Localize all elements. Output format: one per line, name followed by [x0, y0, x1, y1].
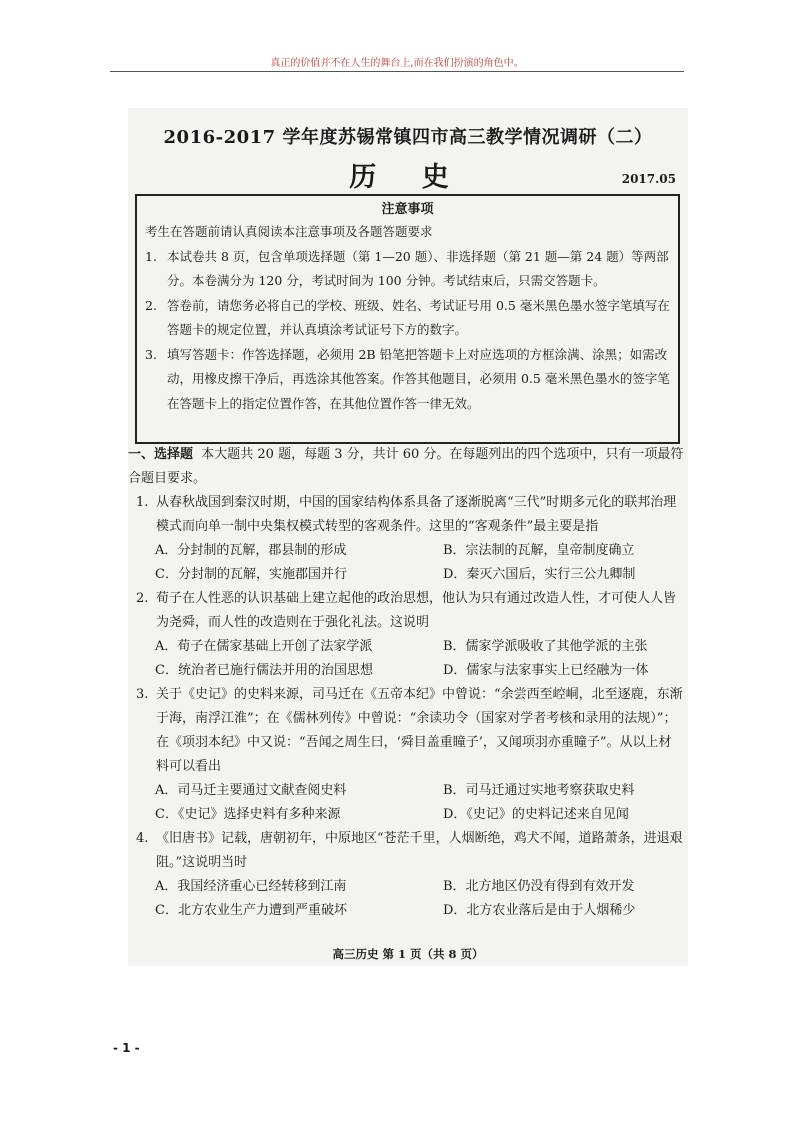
question-2	[128, 587, 684, 683]
question-number: 4.	[136, 831, 149, 846]
option-c: C．北方农业生产力遭到严重破坏	[155, 903, 347, 918]
question-3	[128, 683, 684, 827]
question-number: 1.	[136, 495, 149, 510]
notice-item	[145, 245, 670, 294]
option-a: A．分封制的瓦解，郡县制的形成	[155, 543, 347, 558]
notice-intro: 考生在答题前请认真阅读本注意事项及各题答题要求	[145, 224, 433, 239]
option-d: D．《史记》的史料记述来自见闻	[443, 807, 629, 822]
motto-header: 真正的价值并不在人生的舞台上,而在我们扮演的角色中。	[270, 58, 524, 69]
notice-item-number: 3.	[145, 346, 157, 362]
option-b: B．宗法制的瓦解，皇帝制度确立	[443, 543, 635, 558]
exam-date: 2017.05	[621, 172, 676, 186]
section-description: 本大题共 20 题，每题 3 分，共计 60 分。在每题列出的四个选项中，只有一项最符合题目要求。	[128, 447, 684, 486]
question-stem: 关于《史记》的史料来源，司马迁在《五帝本纪》中曾说：“余尝西至崆峒，北至逐鹿，东渐于海，南浮江淮”；在《儒林列传》中曾说：“余读功令（国家对学者考核和录用的法规）”；在《项羽本纪》中又说：“吾闻之周生曰，‘舜目盖重瞳子’，又闻项羽亦重瞳子”。从以上材料可以看出	[156, 687, 683, 774]
option-b: B．儒家学派吸收了其他学派的主张	[443, 639, 648, 654]
option-a: A．司马迁主要通过文献查阅史料	[155, 783, 347, 798]
section-label: 一、选择题	[128, 447, 194, 462]
section-heading	[128, 443, 684, 491]
document-page-number: - 1 -	[113, 1041, 140, 1055]
question-stem: 《旧唐书》记载，唐朝初年，中原地区“苍茫千里，人烟断绝，鸡犬不闻，道路萧条，进退艰阻。”这说明当时	[156, 831, 683, 870]
question-1	[128, 491, 684, 587]
multiple-choice-section	[128, 443, 684, 923]
question-number: 3.	[136, 687, 149, 702]
option-d: D．秦灭六国后，实行三公九卿制	[443, 567, 636, 582]
notice-item-number: 1.	[145, 248, 157, 264]
notice-item-number: 2.	[145, 297, 157, 313]
option-a: A．我国经济重心已经转移到江南	[155, 879, 347, 894]
notice-item-text: 答卷前，请您务必将自己的学校、班级、姓名、考试证号用 0.5 毫米黑色墨水签字笔填写在答题卡的规定位置，并认真填涂考试证号下方的数字。	[167, 297, 670, 337]
header-rule	[110, 71, 684, 72]
option-d: D．北方农业落后是由于人烟稀少	[443, 903, 636, 918]
option-a: A．荀子在儒家基础上开创了法家学派	[155, 639, 373, 654]
exam-page-footer: 高三历史 第 1 页（共 8 页）	[332, 947, 484, 961]
notice-item-text: 本试卷共 8 页，包含单项选择题（第 1—20 题）、非选择题（第 21 题—第 24 题）等两部分。本卷满分为 120 分，考试时间为 100 分钟。考试结束后，只需交答题卡。	[167, 248, 669, 288]
question-stem: 从春秋战国到秦汉时期，中国的国家结构体系具备了逐渐脱离“三代”时期多元化的联邦治理模式而向单一制中央集权模式转型的客观条件。这里的“客观条件”最主要是指	[156, 495, 677, 534]
notice-item	[145, 343, 670, 417]
question-4	[128, 827, 684, 923]
subject-title: 历 史	[349, 162, 467, 193]
option-d: D．儒家与法家事实上已经融为一体	[443, 663, 649, 678]
option-c: C．《史记》选择史料有多种来源	[155, 807, 341, 822]
exam-title: 2016-2017 学年度苏锡常镇四市高三教学情况调研（二）	[163, 127, 653, 148]
notice-title: 注意事项	[381, 202, 434, 217]
option-b: B．司马迁通过实地考察获取史料	[443, 783, 635, 798]
notice-box	[135, 194, 680, 444]
question-stem: 荀子在人性恶的认识基础上建立起他的政治思想，他认为只有通过改造人性，才可使人人皆为尧舜，而人性的改造则在于强化礼法。这说明	[156, 591, 677, 630]
scanned-exam-page	[128, 108, 688, 966]
notice-item-text: 填写答题卡：作答选择题，必须用 2B 铅笔把答题卡上对应选项的方框涂满、涂黑；如需改动，用橡皮擦干净后，再选涂其他答案。作答其他题目，必须用 0.5 毫米黑色墨水的签字笔在答题卡上的指定位置作答，在其他位置作答一律无效。	[167, 346, 670, 411]
option-c: C．分封制的瓦解，实施郡国并行	[155, 567, 347, 582]
notice-item	[145, 294, 670, 343]
option-b: B．北方地区仍没有得到有效开发	[443, 879, 635, 894]
question-number: 2.	[136, 591, 149, 606]
option-c: C．统治者已施行儒法并用的治国思想	[155, 663, 373, 678]
